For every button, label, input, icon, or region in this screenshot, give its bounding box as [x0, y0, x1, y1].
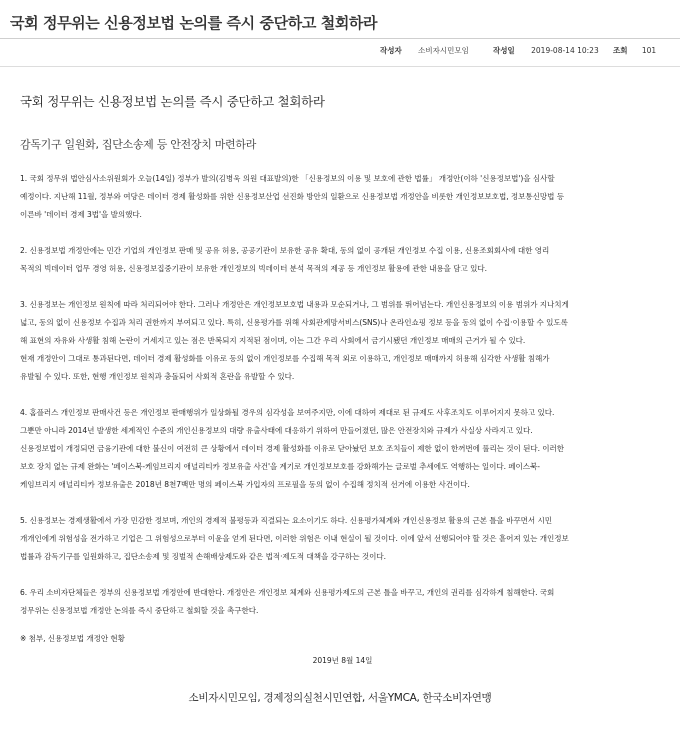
- post-title: 국회 정무위는 신용정보법 논의를 즉시 중단하고 철회하라: [10, 14, 378, 32]
- date-label: 작성일: [493, 46, 515, 55]
- paragraph-4: 4. 홈플러스 개인정보 판매사건 등은 개인정보 판매행위가 일상화될 경우의 심각성을 보여주지만, 이에 대하여 제대로 된 규제도 사후조치도 이루어지지 못하고 있다. 그뿐만 아니라 2014년 발생한 세계적인 수준의 개인신용정보의 대량 유출사태에 대응하기 위하여 만들어졌던, 많은 안전장치와 규제가 사실상 사라지고 있다. 신용정보법이 개정되면 금융기관에 대한 불신이 여전히 큰 상황에서 데이터 경제 활성화를 이유로 닫아놨던 보호 조치들이 제한 없이 한꺼번에 풀리는 것이 된다. 이러한 보호 장치 없는 규제 완화는 '페이스북-케임브리지 애널리티카 정보유출 사건'을 계기로 개인정보보호를 강화해가는 글로벌 추세에도 역행하는 일이다. 페이스북- 케임브리지 애널리티카 정보유출은 2018년 8천7백만 명의 페이스북 가입자의 프로필을 동의 없이 수집해 정치적 선거에 이용한 사건이다.: [20, 408, 565, 489]
- body-subheadline: 감독기구 일원화, 집단소송제 등 안전장치 마련하라: [20, 138, 257, 151]
- paragraph-5: 5. 신용정보는 경제생활에서 가장 민감한 정보며, 개인의 경제적 불평등과 직결되는 요소이기도 하다. 신용평가체계와 개인신용정보 활용의 근본 틀을 바꾸면서 시민 개개인에게 위험성을 전가하고 기업은 그 위험성으로부터 이윤을 얻게 된다면, 이러한 위험은 이내 현실이 될 것이다. 이에 앞서 선행되어야 할 것은 흩어져 있는 개인정보 법률과 감독기구를 일원화하고, 집단소송제 및 징벌적 손해배상제도와 같은 법적·제도적 대책을 강구하는 것이다.: [20, 516, 569, 561]
- views-meta: [613, 45, 656, 59]
- date-value: 2019-08-14 10:23: [531, 46, 599, 55]
- author-value: 소비자시민모임: [418, 46, 469, 55]
- author-label: 작성자: [380, 46, 402, 55]
- author-meta: [380, 45, 469, 59]
- meta-divider: [0, 66, 680, 67]
- views-value: 101: [641, 46, 657, 55]
- paragraph-2: 2. 신용정보법 개정안에는 민간 기업의 개인정보 판매 및 공유 허용, 공공기관이 보유한 공유 확대, 동의 없이 공개된 개인정보 수집 이용, 신용조회회사에 대한 영리 목적의 빅데이터 업무 경영 허용, 신용정보집중기관이 보유한 개인정보의 빅데이터 분석 목적의 제공 등 개인정보 활용에 관한 내용을 담고 있다.: [20, 246, 550, 273]
- paragraph-6: 6. 우리 소비자단체들은 정부의 신용정보법 개정안에 반대한다. 개정안은 개인정보 체계와 신용평가제도의 근본 틀을 바꾸고, 개인의 권리를 심각하게 침해한다. 국회 정무위는 신용정보법 개정안 논의를 즉시 중단하고 철회할 것을 촉구한다.: [20, 588, 555, 615]
- post-body: [20, 92, 665, 670]
- views-label: 조회: [613, 46, 628, 55]
- signatories: 소비자시민모임, 경제정의실천시민연합, 서울YMCA, 한국소비자연맹: [188, 692, 492, 704]
- paragraph-3: 3. 신용정보는 개인정보 원칙에 따라 처리되어야 한다. 그러나 개정안은 개인정보보호법 내용과 모순되거나, 그 범위를 뛰어넘는다. 개인신용정보의 이용 범위가 지나치게 넓고, 동의 없이 신용정보 수집과 처리 권한까지 부여되고 있다. 특히, 신용평가를 위해 사회관계망서비스(SNS)나 온라인쇼핑 정보 등을 동의 없이 수집·이용할 수 있도록 해 표현의 자유와 사생활 침해 논란이 거세지고 있는 점은 반복되지 지적된 점이며, 이는 그간 우리 사회에서 금기시됐던 개인정보 매매의 근거가 될 수 있다. 현재 개정안이 그대로 통과된다면, 데이터 경제 활성화를 이유로 동의 없이 개인정보를 수집해 목적 외로 이용하고, 개인정보 매매까지 허용해 심각한 사생활 침해가 유발될 수 있다. 또한, 현행 개인정보 원칙과 충돌되어 사회적 혼란을 유발할 수 있다.: [20, 300, 569, 381]
- title-divider: [0, 38, 680, 39]
- issue-date: 2019년 8월 14일: [312, 656, 373, 665]
- date-meta: [493, 45, 599, 59]
- body-headline: 국회 정무위는 신용정보법 논의를 즉시 중단하고 철회하라: [20, 94, 325, 109]
- attachment-note: ※ 첨부, 신용정보법 개정안 현황: [20, 634, 125, 643]
- paragraph-1: 1. 국회 정무위 법안심사소위원회가 오늘(14일) 정부가 발의(김병욱 의원 대표발의)한 「신용정보의 이용 및 보호에 관한 법률」 개정안(이하 '신용정보법')을 심사할 예정이다. 지난해 11월, 정부와 여당은 데이터 경제 활성화를 위한 신용정보산업 선진화 방안의 일환으로 신용정보법 개정안을 비롯한 개인정보보호법, 정보통신망법 등 이른바 '데이터 경제 3법'을 발의했다.: [20, 174, 564, 219]
